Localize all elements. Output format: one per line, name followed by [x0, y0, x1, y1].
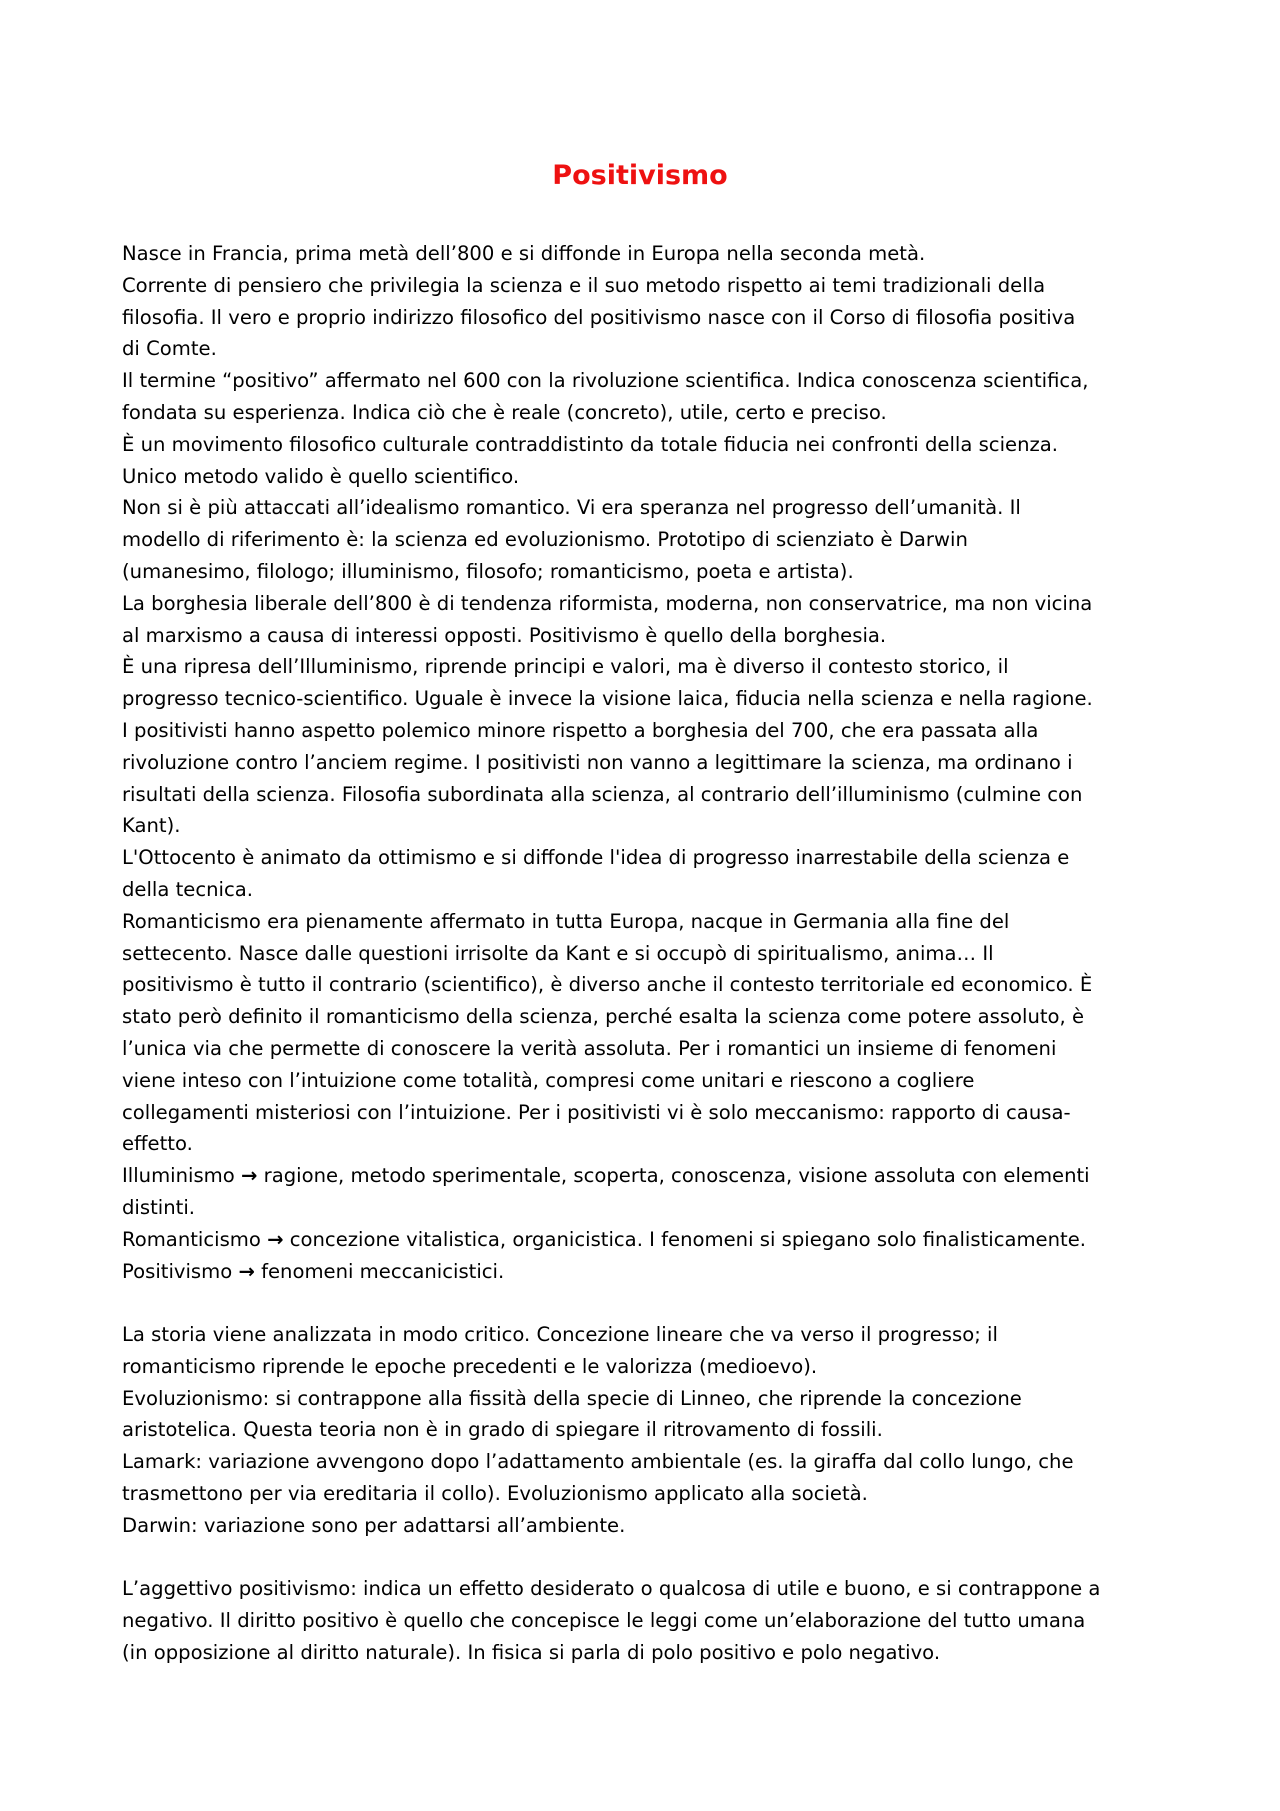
text-line: Darwin: variazione sono per adattarsi all’ambiente.: [122, 1513, 626, 1537]
text-line: Il termine “positivo” affermato nel 600 con la rivoluzione scientifica. Indica conoscenza scientifica,: [122, 369, 1089, 393]
text-line: Kant).: [122, 814, 181, 838]
text-line: La borghesia liberale dell’800 è di tendenza riformista, moderna, non conservatrice, ma non vicina: [122, 591, 1093, 615]
text-line: filosofia. Il vero e proprio indirizzo filosofico del positivismo nasce con il Corso di filosofia positiva: [122, 305, 1076, 329]
text-line: stato però definito il romanticismo della scienza, perché esalta la scienza come potere assoluto, è: [122, 1005, 1085, 1029]
text-line: progresso tecnico-scientifico. Uguale è invece la visione laica, fiducia nella scienza e nella ragione.: [122, 687, 1093, 711]
text-line: Non si è più attaccati all’idealismo romantico. Vi era speranza nel progresso dell’umanità. Il: [122, 496, 1021, 520]
text-line: aristotelica. Questa teoria non è in grado di spiegare il ritrovamento di fossili.: [122, 1418, 883, 1442]
text-line: Unico metodo valido è quello scientifico.: [122, 464, 520, 488]
text-line: (in opposizione al diritto naturale). In fisica si parla di polo positivo e polo negativo.: [122, 1641, 941, 1665]
arrow-line-term: Romanticismo: [122, 1227, 268, 1251]
arrow-line: [122, 1256, 1172, 1288]
arrow-line: [122, 1160, 1172, 1192]
text-line: trasmettono per via ereditaria il collo). Evoluzionismo applicato alla società.: [122, 1482, 868, 1506]
arrow-right-icon: →: [241, 1164, 258, 1188]
arrow-line-text: concezione vitalistica, organicistica. I fenomeni si spiegano solo finalisticamente.: [283, 1227, 1086, 1251]
arrow-line: [122, 1224, 1172, 1256]
text-line: l’unica via che permette di conoscere la verità assoluta. Per i romantici un insieme di fenomeni: [122, 1036, 1057, 1060]
paragraph-spacer: [122, 1542, 1172, 1574]
arrow-line-text: distinti.: [122, 1195, 195, 1219]
document-title: Positivismo: [552, 160, 728, 191]
text-line: La storia viene analizzata in modo critico. Concezione lineare che va verso il progresso; il: [122, 1323, 998, 1347]
text-line: modello di riferimento è: la scienza ed evoluzionismo. Prototipo di scienziato è Darwin: [122, 528, 968, 552]
text-line: Nasce in Francia, prima metà dell’800 e si diffonde in Europa nella seconda metà.: [122, 242, 926, 265]
text-line: settecento. Nasce dalle questioni irrisolte da Kant e si occupò di spiritualismo, anima… Il: [122, 941, 994, 965]
arrow-line-text: ragione, metodo sperimentale, scoperta, conoscenza, visione assoluta con elementi: [257, 1164, 1090, 1188]
arrow-line-text: fenomeni meccanicistici.: [254, 1259, 505, 1283]
text-line: della tecnica.: [122, 877, 253, 901]
text-line: al marxismo a causa di interessi opposti. Positivismo è quello della borghesia.: [122, 623, 887, 647]
arrow-right-icon: →: [238, 1259, 255, 1283]
text-line: collegamenti misteriosi con l’intuizione. Per i positivisti vi è solo meccanismo: rapporto di causa-: [122, 1100, 1071, 1124]
text-line: effetto.: [122, 1132, 193, 1156]
text-line: È un movimento filosofico culturale contraddistinto da totale fiducia nei confronti della scienza.: [122, 432, 1059, 456]
document-body: [122, 238, 1172, 1669]
paragraph-spacer: [122, 1287, 1172, 1319]
text-line: Corrente di pensiero che privilegia la scienza e il suo metodo rispetto ai temi tradizionali della: [122, 273, 1046, 297]
text-line: Evoluzionismo: si contrappone alla fissità della specie di Linneo, che riprende la concezione: [122, 1386, 1022, 1410]
arrow-right-icon: →: [267, 1227, 284, 1251]
arrow-line: [122, 1192, 1172, 1224]
text-line: (umanesimo, filologo; illuminismo, filosofo; romanticismo, poeta e artista).: [122, 559, 854, 583]
text-line: L’aggettivo positivismo: indica un effetto desiderato o qualcosa di utile e buono, e si contrappone a: [122, 1577, 1101, 1601]
text-line: Romanticismo era pienamente affermato in tutta Europa, nacque in Germania alla fine del: [122, 909, 1010, 933]
text-line: rivoluzione contro l’anciem regime. I positivisti non vanno a legittimare la scienza, ma ordinano i: [122, 750, 1073, 774]
text-line: L'Ottocento è animato da ottimismo e si diffonde l'idea di progresso inarrestabile della scienza e: [122, 846, 1070, 870]
text-line: romanticismo riprende le epoche precedenti e le valorizza (medioevo).: [122, 1354, 818, 1378]
arrow-line-term: Positivismo: [122, 1259, 239, 1283]
text-line: viene inteso con l’intuizione come totalità, compresi come unitari e riescono a cogliere: [122, 1068, 975, 1092]
text-line: I positivisti hanno aspetto polemico minore rispetto a borghesia del 700, che era passata alla: [122, 718, 1039, 742]
text-line: Lamark: variazione avvengono dopo l’adattamento ambientale (es. la giraffa dal collo lungo, che: [122, 1450, 1074, 1474]
text-line: fondata su esperienza. Indica ciò che è reale (concreto), utile, certo e preciso.: [122, 400, 887, 424]
text-line: positivismo è tutto il contrario (scientifico), è diverso anche il contesto territoriale ed economico. È: [122, 973, 1093, 997]
arrow-line-term: Illuminismo: [122, 1164, 241, 1188]
text-line: negativo. Il diritto positivo è quello che concepisce le leggi come un’elaborazione del tutto umana: [122, 1609, 1086, 1633]
text-line: di Comte.: [122, 337, 217, 361]
text-line: risultati della scienza. Filosofia subordinata alla scienza, al contrario dell’illuminismo (culmine con: [122, 782, 1083, 806]
text-line: È una ripresa dell’Illuminismo, riprende principi e valori, ma è diverso il contesto storico, il: [122, 655, 1009, 679]
